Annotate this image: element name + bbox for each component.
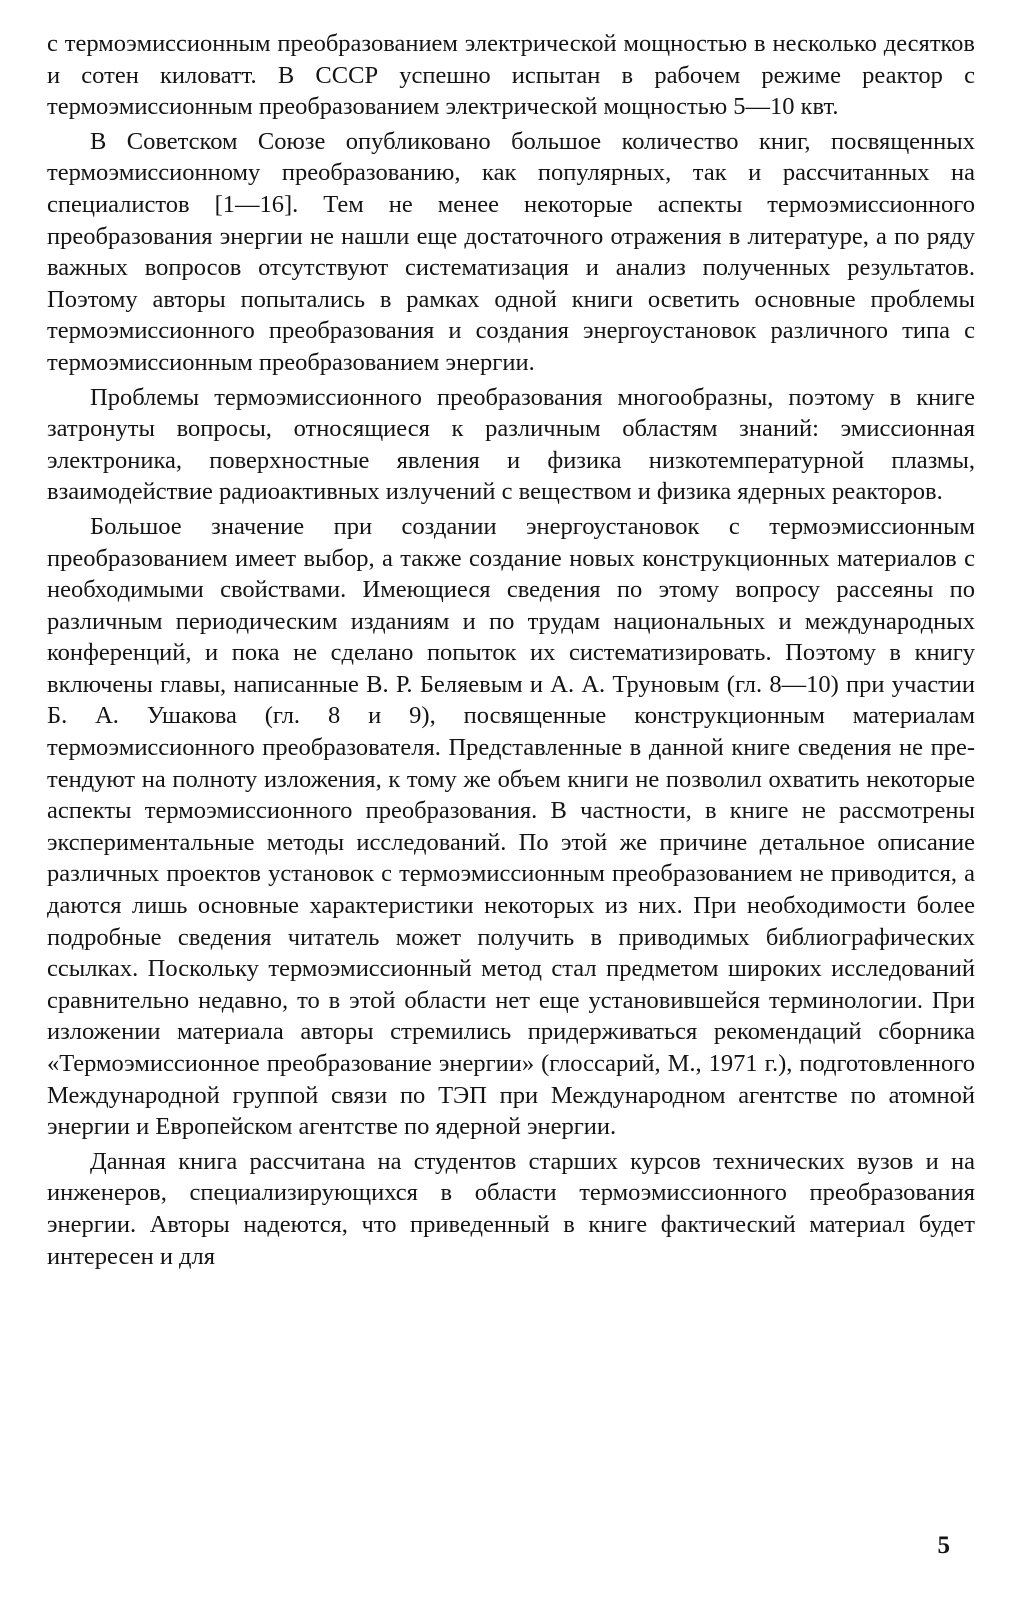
page-number: 5: [937, 1532, 950, 1559]
paragraph-continuation: с термоэмиссионным преобразованием электрической мощностью в несколько десятков и сотен киловатт. В СССР успешно испытан в рабочем режиме реактор с термоэмиссионным преобразованием электрической мощностью 5—10 квт.: [47, 30, 975, 121]
paragraph-soviet-books: В Советском Союзе опубликовано большое количество книг, посвященных термоэмиссионному преобразованию, как популярных, так и рассчитанных на специалистов [1—16]. Тем не менее некоторые аспекты термоэмиссионного преобразования энергии не нашли еще достаточного отражения в литературе, а по ряду важных вопросов отсутствуют систематизация и анализ полученных результатов. Поэтому авторы попытались в рамках одной книги осветить основные проблемы термоэмиссионного преобразования и создания энергоустановок различного типа с термоэмиссионным преобразованием энергии.: [47, 127, 975, 376]
paragraph-materials: Большое значение при создании энергоустановок с термоэмиссионным преобразованием имеет выбор, а также создание новых конструкционных материалов с необходимыми свойствами. Имеющиеся сведения по этому вопросу рассеяны по различным периодическим изданиям и по трудам национальных и международных конференций, и пока не сделано попыток их систематизировать. Поэтому в книгу включены главы, написанные В. Р. Беляевым и А. А. Труновым (гл. 8—10) при участии Б. А. Ушакова (гл. 8 и 9), посвященные конструкционным материалам термоэмиссионного преобразователя. Представленные в данной книге сведения не претендуют на полноту изложения, к тому же объем книги не позволил охватить некоторые аспекты термоэмиссионного преобразования. В частности, в книге не рассмотрены экспериментальные методы исследований. По этой же причине детальное описание различных проектов установок с термоэмиссионным преобразованием не приводится, а даются лишь основные характеристики некоторых из них. При необходимости более подробные сведения читатель может получить в приводимых библиографических ссылках. Поскольку термоэмиссионный метод стал предметом широких исследований сравнительно недавно, то в этой области нет еще установившейся терминологии. При изложении материала авторы стремились придерживаться рекомендаций сборника «Термоэмиссионное преобразование энергии» (глоссарий, М., 1971 г.), подготовленного Международной группой связи по ТЭП при Международном агентстве по атомной энергии и Европейском агентстве по ядерной энергии.: [47, 512, 975, 1141]
paragraph-problems: Проблемы термоэмиссионного преобразования многообразны, поэтому в книге затронуты вопросы, относящиеся к различным областям знаний: эмиссионная электроника, поверхностные явления и физика низкотемпературной плазмы, взаимодействие радиоактивных излучений с веществом и физика ядерных реакторов.: [47, 383, 975, 506]
paragraph-audience: Данная книга рассчитана на студентов старших курсов технических вузов и на инженеров, специализирующихся в области термоэмиссионного преобразования энергии. Авторы надеются, что приведенный в книге фактический материал будет интересен и для: [47, 1147, 975, 1270]
page-body: [47, 28, 975, 1272]
